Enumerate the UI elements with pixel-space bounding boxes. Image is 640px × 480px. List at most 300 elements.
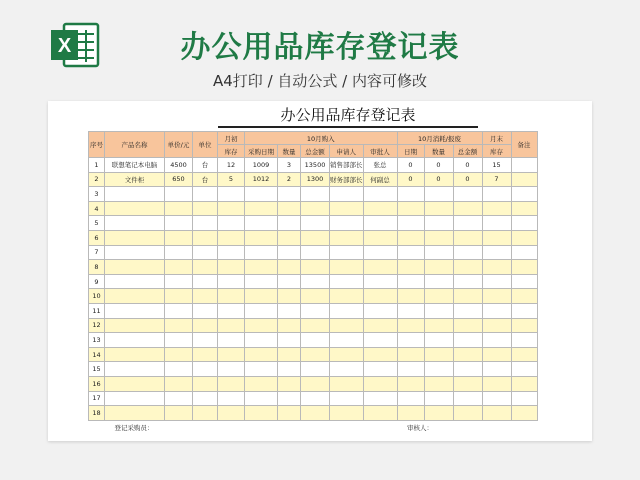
cell-consume-total — [453, 216, 482, 231]
cell-month-start: 5 — [218, 172, 245, 187]
cell-consume-date — [397, 230, 424, 245]
cell-month-start — [218, 303, 245, 318]
cell-unit — [193, 376, 218, 391]
table-row — [89, 362, 538, 377]
cell-price — [165, 406, 193, 421]
cell-consume-total — [453, 376, 482, 391]
cell-quantity — [278, 391, 301, 406]
cell-product — [105, 303, 165, 318]
spreadsheet-preview — [48, 101, 592, 441]
cell-quantity — [278, 333, 301, 348]
footer-reviewer-label: 审核人： — [397, 420, 537, 434]
page-title: 办公用品库存登记表 — [180, 30, 460, 65]
cell-month-start — [218, 187, 245, 202]
cell-product: 文件柜 — [105, 172, 165, 187]
cell-month-start — [218, 318, 245, 333]
cell-total — [301, 201, 330, 216]
cell-product: 联想笔记本电脑 — [105, 158, 165, 173]
cell-applicant — [330, 245, 364, 260]
cell-consume-total: 0 — [453, 172, 482, 187]
cell-consume-date — [397, 347, 424, 362]
cell-approver: 何副总 — [363, 172, 397, 187]
cell-approver — [363, 245, 397, 260]
cell-note — [511, 376, 537, 391]
cell-total — [301, 391, 330, 406]
cell-month-end: 15 — [482, 158, 511, 173]
col-header-month-start-line2: 库存 — [218, 145, 245, 158]
cell-seq: 16 — [89, 376, 105, 391]
cell-note — [511, 245, 537, 260]
cell-approver — [363, 274, 397, 289]
cell-seq: 15 — [89, 362, 105, 377]
cell-quantity — [278, 245, 301, 260]
cell-approver — [363, 201, 397, 216]
cell-unit — [193, 187, 218, 202]
cell-consume-qty — [424, 406, 453, 421]
cell-consume-total — [453, 289, 482, 304]
cell-quantity — [278, 216, 301, 231]
cell-quantity: 2 — [278, 172, 301, 187]
cell-unit: 台 — [193, 158, 218, 173]
cell-consume-date — [397, 289, 424, 304]
cell-consume-qty — [424, 333, 453, 348]
cell-total — [301, 260, 330, 275]
cell-price — [165, 318, 193, 333]
cell-purchase-date — [245, 406, 278, 421]
cell-price — [165, 201, 193, 216]
table-row — [89, 245, 538, 260]
cell-note — [511, 216, 537, 231]
cell-month-start — [218, 333, 245, 348]
cell-seq: 17 — [89, 391, 105, 406]
cell-product — [105, 230, 165, 245]
cell-month-start — [218, 201, 245, 216]
cell-seq: 8 — [89, 260, 105, 275]
cell-consume-total: 0 — [453, 158, 482, 173]
cell-quantity — [278, 201, 301, 216]
cell-total — [301, 318, 330, 333]
cell-unit — [193, 289, 218, 304]
footer-registrar-label: 登记采购员： — [105, 420, 398, 434]
cell-note — [511, 289, 537, 304]
cell-consume-total — [453, 391, 482, 406]
cell-month-end — [482, 230, 511, 245]
cell-applicant — [330, 201, 364, 216]
table-row — [89, 318, 538, 333]
cell-note — [511, 347, 537, 362]
cell-month-end — [482, 347, 511, 362]
col-header-consume-date: 日期 — [397, 145, 424, 158]
cell-price — [165, 376, 193, 391]
table-row — [89, 158, 538, 173]
cell-purchase-date — [245, 333, 278, 348]
cell-note — [511, 187, 537, 202]
inventory-table — [88, 131, 538, 434]
cell-total — [301, 333, 330, 348]
cell-product — [105, 289, 165, 304]
sheet-title: 办公用品库存登记表 — [218, 104, 478, 128]
cell-approver — [363, 260, 397, 275]
table-row — [89, 230, 538, 245]
cell-note — [511, 230, 537, 245]
cell-approver: 张总 — [363, 158, 397, 173]
cell-quantity — [278, 376, 301, 391]
cell-quantity — [278, 406, 301, 421]
table-row — [89, 201, 538, 216]
cell-month-start — [218, 274, 245, 289]
page-header — [0, 0, 640, 100]
cell-price — [165, 303, 193, 318]
cell-applicant — [330, 230, 364, 245]
cell-consume-qty — [424, 230, 453, 245]
cell-consume-date — [397, 391, 424, 406]
cell-approver — [363, 230, 397, 245]
cell-purchase-date — [245, 303, 278, 318]
cell-product — [105, 333, 165, 348]
cell-month-end — [482, 362, 511, 377]
cell-seq: 6 — [89, 230, 105, 245]
cell-consume-qty — [424, 376, 453, 391]
cell-seq: 13 — [89, 333, 105, 348]
cell-total — [301, 230, 330, 245]
cell-quantity — [278, 318, 301, 333]
cell-consume-qty — [424, 318, 453, 333]
cell-total — [301, 245, 330, 260]
cell-consume-total — [453, 274, 482, 289]
cell-month-start: 12 — [218, 158, 245, 173]
cell-consume-qty — [424, 303, 453, 318]
col-header-total: 总金额 — [301, 145, 330, 158]
cell-month-end — [482, 376, 511, 391]
cell-quantity — [278, 347, 301, 362]
cell-seq: 9 — [89, 274, 105, 289]
cell-seq: 12 — [89, 318, 105, 333]
cell-price: 4500 — [165, 158, 193, 173]
cell-quantity: 3 — [278, 158, 301, 173]
table-row — [89, 216, 538, 231]
cell-seq: 10 — [89, 289, 105, 304]
table-row — [89, 289, 538, 304]
table-footer-row — [89, 420, 538, 434]
col-header-unit: 单位 — [193, 132, 218, 158]
cell-consume-qty: 0 — [424, 158, 453, 173]
cell-consume-total — [453, 303, 482, 318]
cell-month-start — [218, 376, 245, 391]
col-header-consume-group: 10月消耗/报废 — [397, 132, 482, 145]
cell-purchase-date: 1009 — [245, 158, 278, 173]
col-header-month-end-line2: 库存 — [482, 145, 511, 158]
cell-approver — [363, 333, 397, 348]
col-header-consume-total: 总金额 — [453, 145, 482, 158]
cell-consume-date — [397, 333, 424, 348]
cell-quantity — [278, 362, 301, 377]
cell-total: 1300 — [301, 172, 330, 187]
cell-price — [165, 333, 193, 348]
cell-unit — [193, 391, 218, 406]
cell-consume-date — [397, 201, 424, 216]
cell-price — [165, 274, 193, 289]
cell-unit — [193, 406, 218, 421]
cell-approver — [363, 347, 397, 362]
cell-note — [511, 201, 537, 216]
cell-price — [165, 187, 193, 202]
cell-note — [511, 333, 537, 348]
cell-product — [105, 274, 165, 289]
table-row — [89, 274, 538, 289]
cell-month-start — [218, 347, 245, 362]
cell-consume-total — [453, 260, 482, 275]
footer-spacer — [89, 420, 105, 434]
cell-unit — [193, 201, 218, 216]
cell-consume-total — [453, 187, 482, 202]
cell-product — [105, 201, 165, 216]
cell-purchase-date — [245, 391, 278, 406]
cell-consume-qty — [424, 289, 453, 304]
table-row — [89, 347, 538, 362]
cell-applicant — [330, 216, 364, 231]
cell-applicant: 销售部部长 — [330, 158, 364, 173]
cell-product — [105, 391, 165, 406]
cell-month-start — [218, 260, 245, 275]
cell-seq: 3 — [89, 187, 105, 202]
cell-purchase-date — [245, 201, 278, 216]
cell-consume-date — [397, 376, 424, 391]
cell-unit — [193, 347, 218, 362]
cell-consume-date — [397, 260, 424, 275]
cell-month-end — [482, 260, 511, 275]
cell-total — [301, 362, 330, 377]
cell-month-start — [218, 406, 245, 421]
table-row — [89, 172, 538, 187]
cell-consume-qty — [424, 347, 453, 362]
cell-applicant — [330, 318, 364, 333]
cell-seq: 1 — [89, 158, 105, 173]
cell-total — [301, 406, 330, 421]
cell-month-start — [218, 216, 245, 231]
cell-month-start — [218, 289, 245, 304]
cell-price — [165, 362, 193, 377]
table-row — [89, 303, 538, 318]
cell-consume-qty — [424, 187, 453, 202]
cell-price — [165, 391, 193, 406]
cell-consume-date — [397, 362, 424, 377]
cell-approver — [363, 289, 397, 304]
cell-consume-date — [397, 274, 424, 289]
cell-purchase-date — [245, 362, 278, 377]
col-header-applicant: 申请人 — [330, 145, 364, 158]
col-header-purchase-group: 10月购入 — [245, 132, 398, 145]
cell-month-start — [218, 391, 245, 406]
col-header-seq: 序号 — [89, 132, 105, 158]
cell-consume-total — [453, 230, 482, 245]
cell-unit — [193, 230, 218, 245]
cell-quantity — [278, 230, 301, 245]
col-header-quantity: 数量 — [278, 145, 301, 158]
cell-quantity — [278, 187, 301, 202]
cell-unit — [193, 362, 218, 377]
cell-note — [511, 318, 537, 333]
cell-consume-date — [397, 245, 424, 260]
cell-total: 13500 — [301, 158, 330, 173]
cell-purchase-date — [245, 347, 278, 362]
table-row — [89, 260, 538, 275]
cell-unit — [193, 333, 218, 348]
col-header-purchase-date: 采购日期 — [245, 145, 278, 158]
cell-consume-qty: 0 — [424, 172, 453, 187]
cell-note — [511, 303, 537, 318]
cell-product — [105, 245, 165, 260]
table-row — [89, 391, 538, 406]
cell-unit — [193, 318, 218, 333]
cell-consume-total — [453, 362, 482, 377]
cell-product — [105, 187, 165, 202]
cell-approver — [363, 406, 397, 421]
cell-price — [165, 245, 193, 260]
cell-month-end — [482, 289, 511, 304]
cell-note — [511, 172, 537, 187]
cell-note — [511, 274, 537, 289]
cell-total — [301, 216, 330, 231]
cell-quantity — [278, 274, 301, 289]
cell-applicant — [330, 260, 364, 275]
cell-unit — [193, 245, 218, 260]
cell-approver — [363, 376, 397, 391]
table-row — [89, 406, 538, 421]
cell-price — [165, 347, 193, 362]
cell-purchase-date — [245, 260, 278, 275]
cell-seq: 5 — [89, 216, 105, 231]
cell-product — [105, 376, 165, 391]
cell-seq: 2 — [89, 172, 105, 187]
cell-price — [165, 289, 193, 304]
cell-applicant — [330, 333, 364, 348]
cell-approver — [363, 187, 397, 202]
cell-applicant — [330, 391, 364, 406]
cell-month-start — [218, 230, 245, 245]
cell-approver — [363, 318, 397, 333]
col-header-product: 产品名称 — [105, 132, 165, 158]
cell-purchase-date — [245, 230, 278, 245]
cell-consume-total — [453, 406, 482, 421]
cell-consume-qty — [424, 362, 453, 377]
cell-consume-date — [397, 303, 424, 318]
cell-approver — [363, 391, 397, 406]
cell-note — [511, 391, 537, 406]
cell-product — [105, 362, 165, 377]
cell-month-end — [482, 406, 511, 421]
cell-total — [301, 289, 330, 304]
cell-purchase-date — [245, 376, 278, 391]
cell-applicant — [330, 376, 364, 391]
cell-note — [511, 406, 537, 421]
cell-seq: 14 — [89, 347, 105, 362]
cell-unit — [193, 260, 218, 275]
cell-month-end — [482, 391, 511, 406]
col-header-note: 备注 — [511, 132, 537, 158]
cell-approver — [363, 216, 397, 231]
cell-month-end — [482, 216, 511, 231]
cell-consume-qty — [424, 201, 453, 216]
cell-month-end — [482, 303, 511, 318]
cell-note — [511, 260, 537, 275]
table-row — [89, 376, 538, 391]
cell-note — [511, 158, 537, 173]
cell-quantity — [278, 289, 301, 304]
cell-month-end — [482, 245, 511, 260]
cell-unit — [193, 303, 218, 318]
cell-consume-date: 0 — [397, 172, 424, 187]
cell-consume-date: 0 — [397, 158, 424, 173]
cell-purchase-date — [245, 289, 278, 304]
table-header-row — [89, 132, 538, 145]
cell-applicant — [330, 406, 364, 421]
cell-unit — [193, 216, 218, 231]
cell-price — [165, 216, 193, 231]
cell-consume-total — [453, 318, 482, 333]
cell-purchase-date — [245, 274, 278, 289]
cell-seq: 11 — [89, 303, 105, 318]
cell-month-end — [482, 333, 511, 348]
cell-approver — [363, 362, 397, 377]
col-header-approver: 审批人 — [363, 145, 397, 158]
cell-consume-date — [397, 406, 424, 421]
cell-consume-total — [453, 333, 482, 348]
cell-unit — [193, 274, 218, 289]
col-header-month-end-line1: 月末 — [482, 132, 511, 145]
cell-consume-date — [397, 216, 424, 231]
cell-month-start — [218, 245, 245, 260]
cell-applicant — [330, 289, 364, 304]
cell-consume-qty — [424, 274, 453, 289]
cell-applicant — [330, 362, 364, 377]
cell-month-end — [482, 318, 511, 333]
cell-price — [165, 260, 193, 275]
cell-consume-qty — [424, 216, 453, 231]
cell-price — [165, 230, 193, 245]
col-header-price: 单价/元 — [165, 132, 193, 158]
cell-applicant: 财务部部长 — [330, 172, 364, 187]
cell-total — [301, 376, 330, 391]
cell-consume-date — [397, 187, 424, 202]
cell-applicant — [330, 274, 364, 289]
cell-seq: 18 — [89, 406, 105, 421]
cell-month-end — [482, 274, 511, 289]
cell-consume-qty — [424, 260, 453, 275]
cell-total — [301, 347, 330, 362]
table-row — [89, 187, 538, 202]
cell-note — [511, 362, 537, 377]
cell-purchase-date — [245, 245, 278, 260]
cell-purchase-date — [245, 216, 278, 231]
cell-quantity — [278, 303, 301, 318]
page-subtitle: A4打印 / 自动公式 / 内容可修改 — [213, 72, 427, 90]
table-row — [89, 333, 538, 348]
cell-applicant — [330, 187, 364, 202]
cell-product — [105, 318, 165, 333]
cell-applicant — [330, 303, 364, 318]
cell-consume-date — [397, 318, 424, 333]
excel-icon-letter: X — [57, 35, 72, 57]
col-header-consume-qty: 数量 — [424, 145, 453, 158]
cell-month-end — [482, 187, 511, 202]
cell-purchase-date — [245, 187, 278, 202]
cell-applicant — [330, 347, 364, 362]
cell-price: 650 — [165, 172, 193, 187]
cell-consume-total — [453, 347, 482, 362]
cell-month-end: 7 — [482, 172, 511, 187]
cell-purchase-date: 1012 — [245, 172, 278, 187]
cell-consume-qty — [424, 391, 453, 406]
